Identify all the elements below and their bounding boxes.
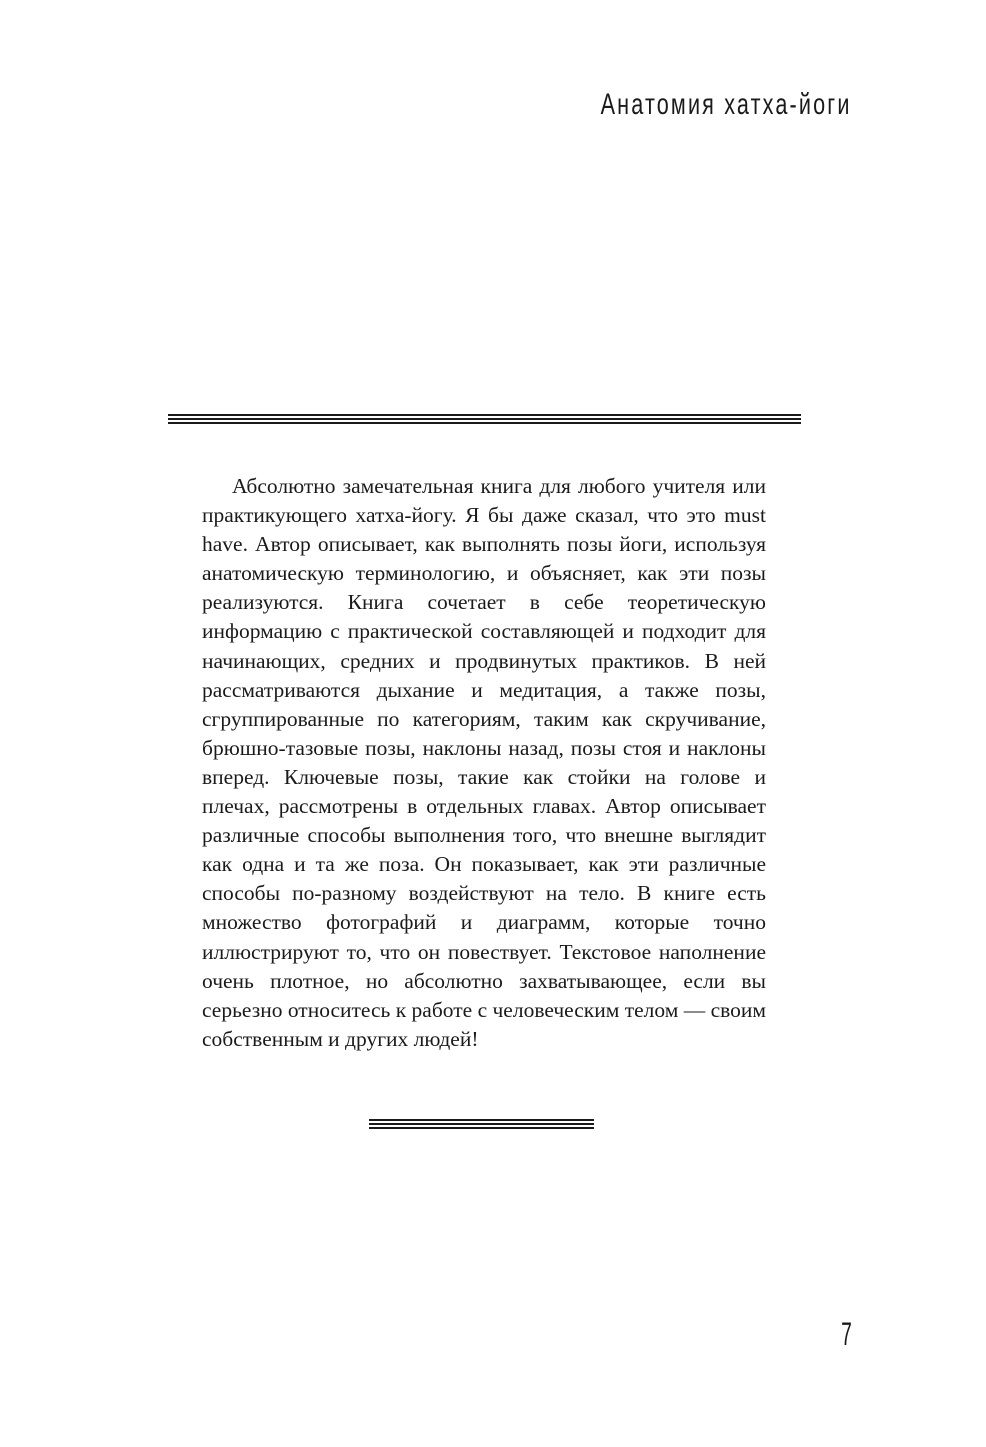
rule-line xyxy=(369,1123,594,1125)
bottom-ornamental-rule xyxy=(369,1119,594,1129)
page-number: 7 xyxy=(841,1316,852,1352)
top-ornamental-rule xyxy=(168,414,801,424)
rule-line xyxy=(168,422,801,424)
rule-line xyxy=(369,1119,594,1121)
rule-line xyxy=(168,418,801,420)
review-paragraph: Абсолютно замечательная книга для любого учителя или практикующего хатха-йогу. Я бы даже сказал, что это must have. Автор описывает, как выполнять позы йоги, используя анатомическую терминологию, и объясняет, как эти позы реализуются. Книга сочетает в себе теоретическую информацию с практической составляющей и подходит для начинающих, средних и продвинутых практиков. В ней рассматриваются дыхание и медитация, а также позы, сгруппированные по категориям, таким как скручивание, брюшно-тазовые позы, наклоны назад, позы стоя и наклоны вперед. Ключевые позы, такие как стойки на голове и плечах, рассмотрены в отдельных главах. Автор описывает различные способы выполнения того, что внешне выглядит как одна и та же поза. Он показывает, как эти различные способы по-разному воздействуют на тело. В книге есть множество фотографий и диаграмм, которые точно иллюстрируют то, что он повествует. Текстовое наполнение очень плотное, но абсолютно захватывающее, если вы серьезно относитесь к работе с человеческим телом — своим собственным и других людей! xyxy=(202,474,766,1051)
running-header-title: Анатомия хатха-йоги xyxy=(601,88,852,121)
rule-line xyxy=(168,414,801,416)
rule-line xyxy=(369,1127,594,1129)
